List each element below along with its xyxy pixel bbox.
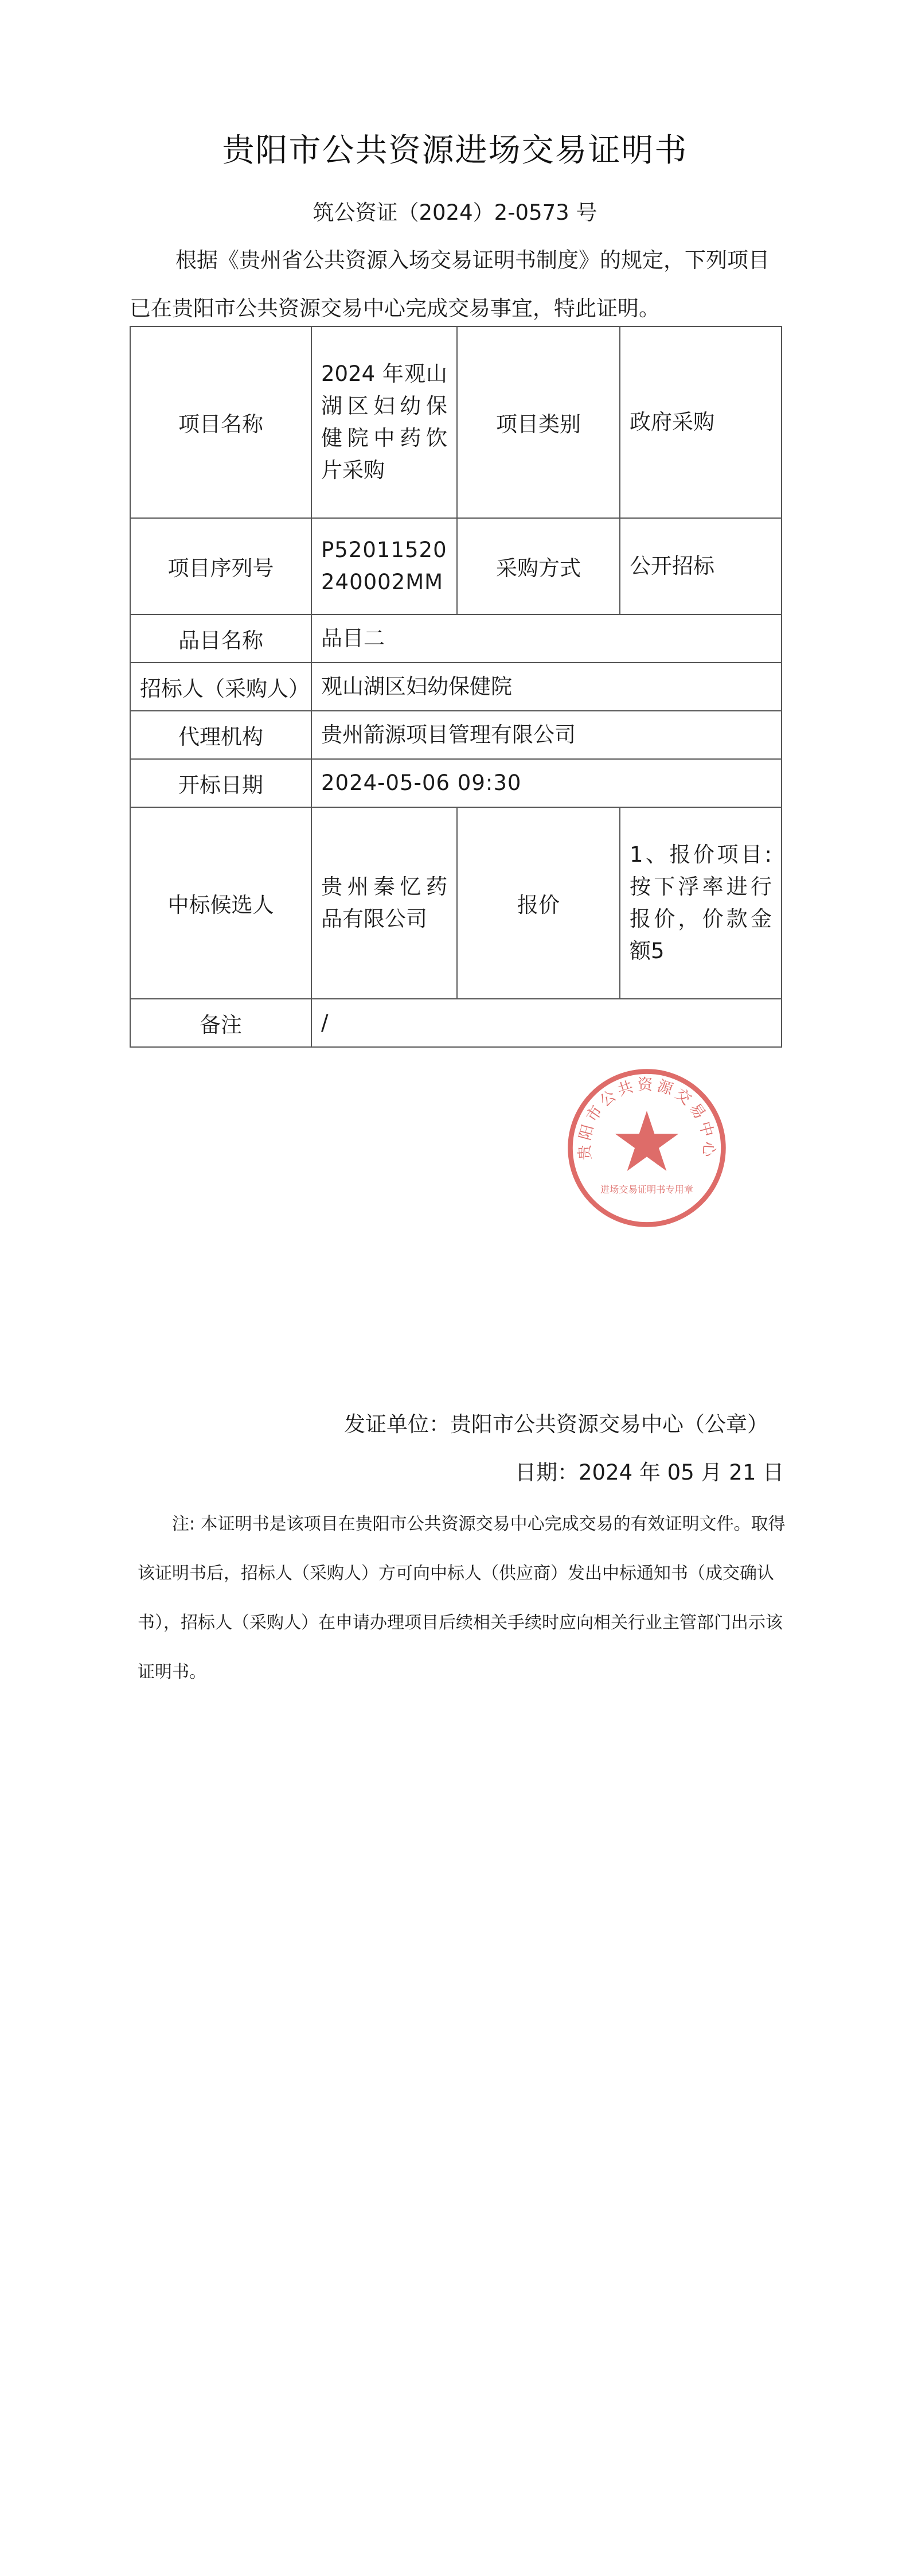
candidate-value: 贵州秦忆药品有限公司 xyxy=(311,807,457,999)
serial-line-2: 240002MM xyxy=(321,570,444,594)
seal-inner-text: 进场交易证明书专用章 xyxy=(600,1184,693,1196)
method-value: 公开招标 xyxy=(620,518,782,614)
serial-line-1: P52011520 xyxy=(321,538,447,562)
method-label: 采购方式 xyxy=(457,518,620,614)
item-value: 品目二 xyxy=(311,614,782,663)
issuing-unit: 发证单位：贵阳市公共资源交易中心（公章） xyxy=(344,1412,768,1437)
table-row-agency xyxy=(130,711,782,759)
page-title: 贵阳市公共资源进场交易证明书 xyxy=(222,132,688,169)
project-name-value: 2024 年观山湖区妇幼保健院中药饮片采购 xyxy=(311,326,457,518)
table-row-project-name xyxy=(130,326,782,518)
agency-label: 代理机构 xyxy=(130,711,311,759)
project-category-value: 政府采购 xyxy=(620,326,782,518)
table-row-opening-date xyxy=(130,759,782,807)
agency-value: 贵州箭源项目管理有限公司 xyxy=(311,711,782,759)
opening-date-label: 开标日期 xyxy=(130,759,311,807)
table-row-candidate xyxy=(130,807,782,999)
seal-star-icon xyxy=(615,1111,679,1171)
official-seal xyxy=(565,1066,729,1230)
serial-label: 项目序列号 xyxy=(130,518,311,614)
candidate-label: 中标候选人 xyxy=(130,807,311,999)
intro-paragraph: 根据《贵州省公共资源入场交易证明书制度》的规定，下列项目已在贵阳市公共资源交易中心完成交易事宜，特此证明。 xyxy=(130,248,770,321)
project-category-label: 项目类别 xyxy=(457,326,620,518)
serial-value xyxy=(311,518,457,614)
quote-label: 报价 xyxy=(457,807,620,999)
table-row-serial xyxy=(130,518,782,614)
quote-value: 1、报价项目:按下浮率进行报价，价款金额5 xyxy=(620,807,782,999)
document-number: 筑公资证（2024）2-0573 号 xyxy=(313,200,597,225)
remark-label: 备注 xyxy=(130,999,311,1047)
certificate-table xyxy=(130,326,782,1048)
tenderer-value: 观山湖区妇幼保健院 xyxy=(311,663,782,711)
remark-value: / xyxy=(311,999,782,1047)
issue-date: 日期：2024 年 05 月 21 日 xyxy=(515,1460,784,1485)
seal-ring-text: 贵阳市公共资源交易中心 xyxy=(576,1076,718,1161)
note-paragraph: 注: 本证明书是该项目在贵阳市公共资源交易中心完成交易的有效证明文件。取得该证明书后，招标人（采购人）方可向中标人（供应商）发出中标通知书（成交确认书），招标人（采购人）在申请办理项目后续相关手续时应向相关行业主管部门出示该证明书。 xyxy=(138,1514,786,1682)
project-name-label: 项目名称 xyxy=(130,326,311,518)
tenderer-label: 招标人（采购人） xyxy=(130,663,311,711)
opening-date-value: 2024-05-06 09:30 xyxy=(311,759,782,807)
table-row-tenderer xyxy=(130,663,782,711)
table-row-remark xyxy=(130,999,782,1047)
item-label: 品目名称 xyxy=(130,614,311,663)
table-row-item xyxy=(130,614,782,663)
